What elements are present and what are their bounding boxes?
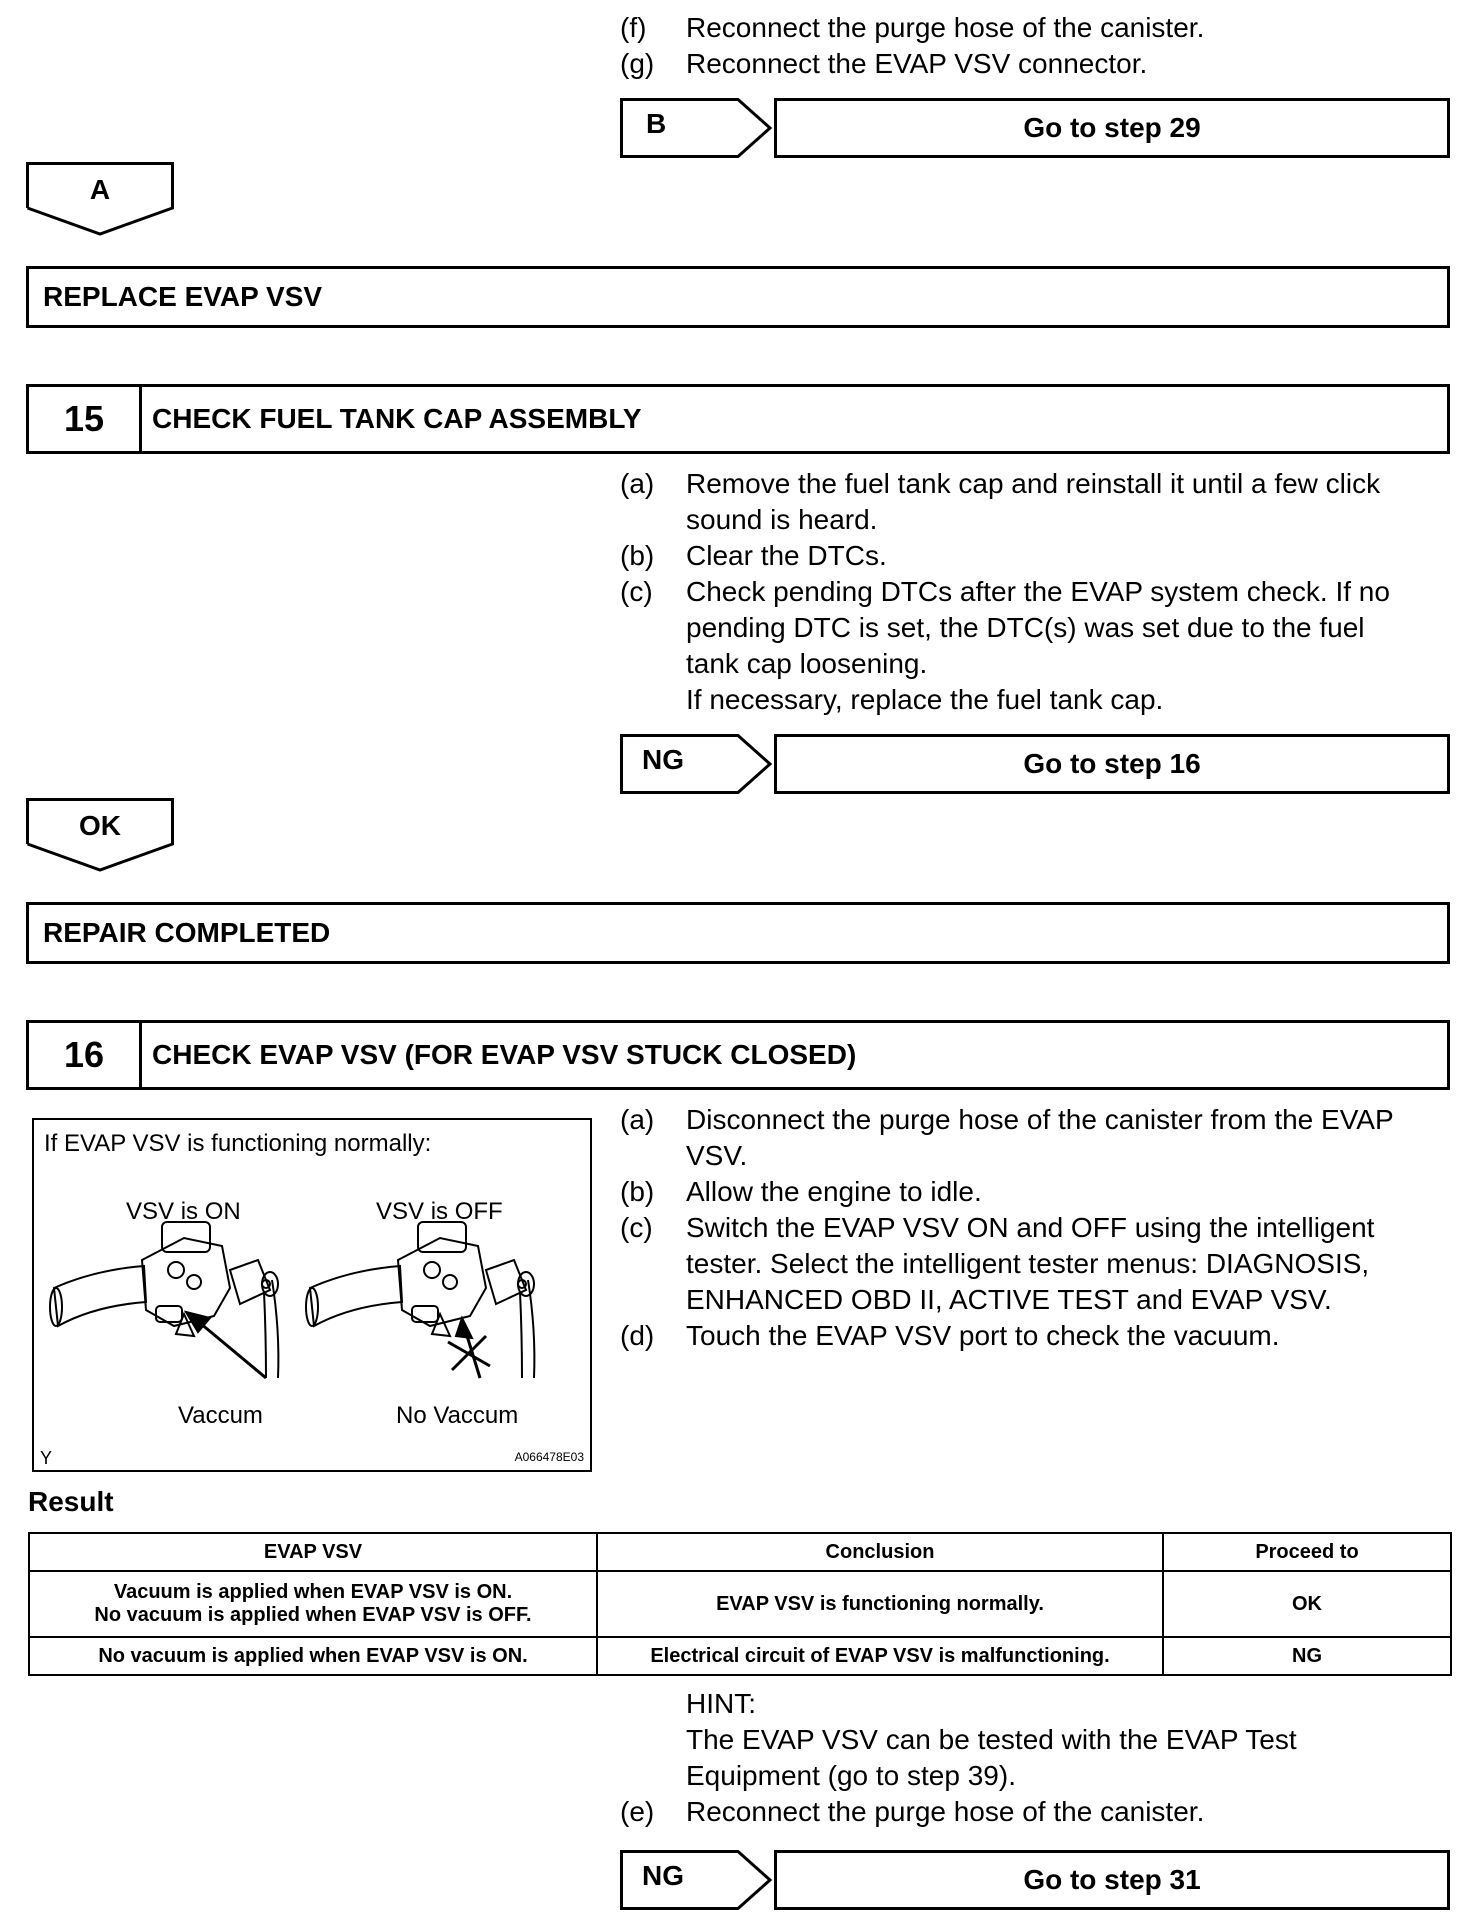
vacuum-label: Vaccum (178, 1402, 263, 1429)
branch-tag-ng[interactable] (620, 734, 782, 794)
step-label: (b) (620, 540, 655, 571)
hint-block (620, 1686, 1460, 1830)
goto-step-31-button[interactable]: Go to step 31 (774, 1850, 1450, 1910)
no-vacuum-label: No Vaccum (396, 1402, 519, 1429)
repair-completed-title: REPAIR COMPLETED (26, 902, 1450, 964)
step-label: (a) (620, 1104, 655, 1135)
step-item (620, 10, 1460, 46)
branch-tag-b[interactable] (620, 98, 782, 158)
hint-line: The EVAP VSV can be tested with the EVAP Test (686, 1724, 1297, 1755)
vsv-off-label: VSV is OFF (376, 1198, 503, 1225)
goto-step-16-button[interactable]: Go to step 16 (774, 734, 1450, 794)
table-row (29, 1571, 1451, 1637)
figure-id: A066478E03 (514, 1450, 584, 1464)
step-item (620, 46, 1460, 82)
result-table (28, 1532, 1452, 1676)
step-label: (c) (620, 1212, 653, 1243)
step-label: (g) (620, 48, 655, 79)
branch-tag-label: NG (642, 744, 684, 775)
result-heading: Result (28, 1486, 114, 1517)
step-line: If necessary, replace the fuel tank cap. (686, 684, 1164, 715)
step-label: (f) (620, 12, 647, 43)
step-label: (d) (620, 1320, 655, 1351)
step-item (620, 1102, 1460, 1174)
step-item (620, 1794, 1460, 1830)
step-line: ENHANCED OBD II, ACTIVE TEST and EVAP VSV. (686, 1284, 1332, 1315)
goto-step-29-button[interactable]: Go to step 29 (774, 98, 1450, 158)
hint-line: Equipment (go to step 39). (686, 1760, 1016, 1791)
table-row (29, 1637, 1451, 1675)
hint-label: HINT: (686, 1688, 756, 1719)
step-title: CHECK FUEL TANK CAP ASSEMBLY (152, 403, 642, 434)
step-item (620, 1174, 1460, 1210)
step-item (620, 1318, 1460, 1354)
flow-tag-label: A (89, 174, 111, 205)
step-item (620, 1210, 1460, 1318)
step-line: Allow the engine to idle. (686, 1176, 982, 1207)
replace-evap-vsv-title: REPLACE EVAP VSV (26, 266, 1450, 328)
figure-corner-mark: Y (40, 1448, 53, 1468)
step-item (620, 574, 1460, 718)
step-line: Clear the DTCs. (686, 540, 887, 571)
step-text: Reconnect the purge hose of the canister. (686, 12, 1205, 43)
table-header: Conclusion (597, 1533, 1163, 1571)
table-cell: NG (1163, 1637, 1451, 1675)
table-cell: OK (1163, 1571, 1451, 1637)
step-line: tester. Select the intelligent tester menus: DIAGNOSIS, (686, 1248, 1370, 1279)
table-header: Proceed to (1163, 1533, 1451, 1571)
step-line: Disconnect the purge hose of the canister from the EVAP (686, 1104, 1394, 1135)
step-title: CHECK EVAP VSV (FOR EVAP VSV STUCK CLOSED) (152, 1039, 857, 1070)
vsv-on-label: VSV is ON (126, 1198, 241, 1225)
step-16-header (26, 1020, 1450, 1090)
step-line: Switch the EVAP VSV ON and OFF using the intelligent (686, 1212, 1375, 1243)
step-line: VSV. (686, 1140, 748, 1171)
step-number: 15 (29, 387, 142, 451)
step-label: (c) (620, 576, 653, 607)
step-label: (a) (620, 468, 655, 499)
cell-line: No vacuum is applied when EVAP VSV is OFF. (94, 1604, 532, 1626)
step-line: tank cap loosening. (686, 648, 928, 679)
step-item (620, 466, 1460, 538)
table-cell: Electrical circuit of EVAP VSV is malfunctioning. (597, 1637, 1163, 1675)
vsv-off-drawing (306, 1222, 534, 1378)
vsv-vacuum-figure (32, 1118, 592, 1472)
cell-line: Vacuum is applied when EVAP VSV is ON. (113, 1581, 513, 1603)
table-header-row (29, 1533, 1451, 1571)
flow-tag-label: OK (79, 810, 121, 841)
branch-tag-ng-31[interactable] (620, 1850, 782, 1910)
step-line: sound is heard. (686, 504, 878, 535)
vsv-on-drawing (50, 1222, 278, 1378)
table-cell: EVAP VSV is functioning normally. (597, 1571, 1163, 1637)
step-line: Remove the fuel tank cap and reinstall it until a few click (686, 468, 1381, 499)
top-steps (620, 10, 1460, 82)
step-line: Check pending DTCs after the EVAP system check. If no (686, 576, 1390, 607)
branch-tag-label: B (646, 108, 667, 139)
step-16-list (620, 1102, 1460, 1354)
step-15-list (620, 466, 1460, 718)
branch-tag-label: NG (642, 1860, 684, 1891)
table-header: EVAP VSV (29, 1533, 597, 1571)
flow-tag-ok (26, 798, 174, 872)
step-number: 16 (29, 1023, 142, 1087)
step-text: Reconnect the EVAP VSV connector. (686, 48, 1148, 79)
table-cell (29, 1571, 597, 1637)
step-line: pending DTC is set, the DTC(s) was set due to the fuel (686, 612, 1365, 643)
step-text: Reconnect the purge hose of the canister. (686, 1796, 1205, 1827)
flow-tag-a (26, 162, 174, 236)
step-label: (b) (620, 1176, 655, 1207)
step-label: (e) (620, 1796, 655, 1827)
step-item (620, 538, 1460, 574)
table-cell: No vacuum is applied when EVAP VSV is ON. (29, 1637, 597, 1675)
branch-arrow-icon (620, 98, 782, 158)
step-15-header (26, 384, 1450, 454)
figure-caption: If EVAP VSV is functioning normally: (44, 1130, 432, 1157)
step-line: Touch the EVAP VSV port to check the vacuum. (686, 1320, 1280, 1351)
